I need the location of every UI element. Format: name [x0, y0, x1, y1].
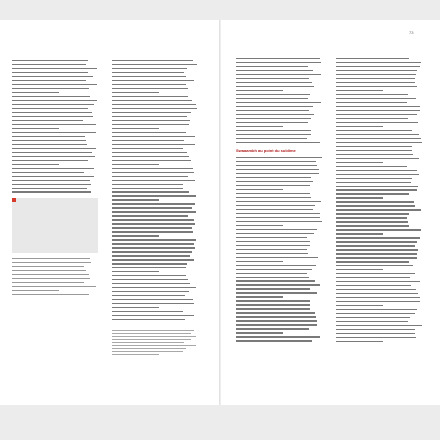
text-line [336, 253, 417, 254]
text-line [112, 211, 196, 212]
text-line [112, 319, 185, 320]
figure-red-mark [12, 198, 16, 202]
text-line [336, 110, 420, 111]
text-line [12, 84, 97, 85]
text-line [12, 176, 94, 177]
text-line [112, 203, 195, 204]
text-line [112, 275, 186, 276]
text-line [112, 156, 189, 157]
text-line [236, 169, 319, 170]
text-line [12, 184, 91, 185]
text-line [336, 277, 410, 278]
text-line [236, 110, 309, 111]
text-line [112, 299, 193, 300]
text-line [236, 142, 320, 143]
text-line [112, 291, 189, 292]
text-line [12, 152, 92, 153]
text-line [236, 300, 310, 301]
text-line [336, 281, 420, 282]
text-line [112, 263, 187, 264]
text-line [112, 144, 195, 145]
text-line [12, 156, 95, 157]
text-line [336, 174, 419, 175]
text-line [336, 249, 418, 250]
right-page-column-2 [336, 58, 422, 345]
text-line [336, 265, 413, 266]
text-line [336, 94, 408, 95]
text-line [336, 309, 417, 310]
text-line [336, 186, 418, 187]
text-line [336, 122, 418, 123]
right-page-column-1 [236, 58, 322, 344]
text-line [112, 307, 159, 308]
text-line [236, 249, 307, 250]
text-line [336, 201, 414, 202]
left-page-column-2 [112, 60, 198, 323]
text-line [12, 290, 59, 291]
text-line [112, 60, 193, 61]
text-line [112, 112, 191, 113]
text-line [236, 90, 283, 91]
text-line [236, 74, 321, 75]
text-line [12, 282, 84, 283]
text-line [336, 285, 411, 286]
text-line [112, 215, 188, 216]
text-line [336, 209, 421, 210]
text-line [236, 296, 283, 297]
text-line [112, 120, 190, 121]
text-line [236, 58, 320, 59]
text-line [12, 72, 88, 73]
text-line [336, 217, 407, 218]
text-line [336, 162, 383, 163]
text-line [112, 279, 188, 280]
text-line [12, 188, 87, 189]
text-line [236, 130, 311, 131]
text-line [236, 253, 308, 254]
text-line [112, 116, 187, 117]
text-line [112, 351, 183, 352]
text-line [112, 64, 197, 65]
text-line [336, 189, 417, 190]
text-line [12, 294, 89, 295]
text-line [236, 177, 311, 178]
text-line [236, 157, 322, 158]
text-line [236, 173, 319, 174]
text-line [12, 180, 90, 181]
text-line [336, 301, 420, 302]
text-line [12, 76, 93, 77]
text-line [236, 221, 322, 222]
text-line [236, 320, 317, 321]
text-line [112, 104, 196, 105]
text-line [236, 245, 310, 246]
text-line [236, 328, 309, 329]
text-line [112, 100, 192, 101]
text-line [112, 219, 194, 220]
text-line [112, 148, 183, 149]
text-line [236, 304, 310, 305]
text-line [336, 130, 412, 131]
text-line [112, 84, 186, 85]
text-line [236, 261, 283, 262]
text-line [12, 112, 92, 113]
text-line [12, 140, 86, 141]
text-line [112, 287, 196, 288]
text-line [336, 114, 417, 115]
text-line [336, 154, 413, 155]
text-line [112, 251, 192, 252]
text-line [112, 339, 191, 340]
text-line [12, 96, 90, 97]
text-line [12, 88, 89, 89]
text-line [12, 132, 96, 133]
text-line [236, 66, 308, 67]
text-line [236, 165, 317, 166]
left-page-column-1 [12, 60, 98, 195]
text-line [336, 170, 417, 171]
text-line [12, 60, 88, 61]
text-line [336, 257, 417, 258]
text-line [112, 227, 192, 228]
text-line [336, 74, 416, 75]
text-line [112, 140, 184, 141]
text-line [336, 118, 408, 119]
text-line [236, 82, 312, 83]
text-line [112, 195, 196, 196]
text-line [112, 92, 159, 93]
text-line [112, 330, 194, 331]
text-line [336, 138, 421, 139]
text-line [112, 188, 183, 189]
text-line [12, 266, 84, 267]
text-line [112, 72, 184, 73]
text-line [112, 184, 183, 185]
text-line [336, 134, 419, 135]
text-line [112, 283, 190, 284]
text-line [12, 68, 97, 69]
text-line [112, 223, 195, 224]
text-line [336, 66, 420, 67]
text-line [112, 207, 192, 208]
text-line [336, 126, 383, 127]
text-line [336, 333, 415, 334]
text-line [236, 161, 316, 162]
text-line [112, 132, 186, 133]
text-line [236, 312, 315, 313]
text-line [336, 229, 421, 230]
text-line [12, 80, 86, 81]
text-line [112, 172, 194, 173]
text-line [112, 315, 194, 316]
text-line [336, 106, 420, 107]
text-line [336, 150, 412, 151]
text-line [236, 332, 283, 333]
text-line [12, 144, 87, 145]
text-line [236, 106, 313, 107]
text-line [112, 271, 159, 272]
text-line [12, 270, 86, 271]
text-line [12, 92, 59, 93]
text-line [236, 122, 308, 123]
section-heading: Swaaambh au point du sublime [236, 147, 296, 153]
text-line [336, 325, 422, 326]
text-line [336, 102, 407, 103]
text-line [236, 217, 320, 218]
text-line [12, 164, 59, 165]
text-line [336, 313, 415, 314]
text-line [336, 289, 416, 290]
text-line [236, 181, 313, 182]
text-line [236, 138, 307, 139]
text-line [236, 205, 315, 206]
text-line [336, 166, 407, 167]
text-line [12, 278, 90, 279]
text-line [236, 324, 317, 325]
text-line [336, 182, 411, 183]
text-line [12, 64, 86, 65]
text-line [336, 82, 415, 83]
text-line [112, 243, 194, 244]
text-line [336, 225, 409, 226]
text-line [236, 201, 321, 202]
text-line [12, 148, 96, 149]
text-line [236, 269, 312, 270]
text-line [336, 197, 383, 198]
text-line [236, 233, 314, 234]
text-line [236, 284, 320, 285]
text-line [112, 235, 159, 236]
text-line [112, 108, 197, 109]
text-line [236, 213, 320, 214]
text-line [336, 221, 408, 222]
page-number: 73 [409, 30, 414, 35]
text-line [236, 102, 321, 103]
text-line [236, 62, 321, 63]
text-line [336, 142, 422, 143]
text-line [112, 354, 159, 355]
text-line [236, 189, 283, 190]
text-line [112, 333, 191, 334]
text-line [236, 70, 313, 71]
text-line [112, 76, 186, 77]
text-line [336, 86, 417, 87]
text-line [112, 336, 196, 337]
text-line [336, 98, 416, 99]
text-line [336, 146, 412, 147]
text-line [112, 231, 193, 232]
text-line [12, 120, 83, 121]
text-line [12, 100, 97, 101]
text-line [236, 257, 318, 258]
text-line [236, 336, 320, 337]
text-line [236, 229, 317, 230]
text-line [12, 258, 90, 259]
text-line [336, 321, 408, 322]
text-line [236, 78, 309, 79]
text-line [336, 158, 419, 159]
text-line [236, 273, 307, 274]
text-line [336, 317, 410, 318]
text-line [112, 348, 186, 349]
text-line [112, 259, 194, 260]
text-line [12, 168, 94, 169]
text-line [12, 136, 85, 137]
text-line [336, 193, 409, 194]
text-line [236, 134, 311, 135]
text-line [236, 209, 313, 210]
figure-image [12, 198, 98, 253]
text-line [336, 213, 409, 214]
text-line [236, 193, 310, 194]
text-line [12, 108, 88, 109]
text-line [336, 269, 383, 270]
text-line [112, 191, 189, 192]
text-line [336, 297, 420, 298]
text-line [336, 305, 383, 306]
text-line [336, 78, 415, 79]
text-line [112, 160, 191, 161]
text-line [12, 160, 88, 161]
text-line [336, 237, 420, 238]
text-line [112, 96, 188, 97]
text-line [336, 90, 383, 91]
text-line [112, 176, 188, 177]
text-line [12, 116, 93, 117]
text-line [236, 280, 315, 281]
text-line [112, 199, 159, 200]
text-line [236, 114, 314, 115]
text-line [12, 274, 89, 275]
text-line [336, 241, 417, 242]
text-line [336, 62, 421, 63]
text-line [112, 303, 194, 304]
text-line [336, 341, 383, 342]
text-line [336, 273, 415, 274]
text-line [336, 233, 383, 234]
text-line [12, 191, 91, 192]
text-line [112, 128, 159, 129]
text-line [336, 261, 409, 262]
text-line [236, 225, 283, 226]
text-line [236, 126, 283, 127]
text-line [336, 205, 415, 206]
text-line [112, 295, 185, 296]
text-line [112, 68, 187, 69]
text-line [336, 178, 412, 179]
text-line [12, 104, 94, 105]
text-line [336, 329, 415, 330]
text-line [236, 185, 310, 186]
text-line [112, 311, 183, 312]
text-line [12, 124, 96, 125]
text-line [336, 245, 415, 246]
text-line [112, 342, 184, 343]
text-line [12, 128, 59, 129]
text-line [336, 58, 409, 59]
text-line [12, 286, 96, 287]
text-line [236, 288, 310, 289]
text-line [236, 241, 310, 242]
text-line [112, 136, 195, 137]
text-line [112, 239, 196, 240]
text-line [112, 88, 188, 89]
text-line [112, 152, 187, 153]
text-line [112, 164, 159, 165]
text-line [112, 80, 194, 81]
text-line [236, 277, 309, 278]
text-line [236, 86, 314, 87]
text-line [236, 316, 316, 317]
text-line [236, 94, 310, 95]
left-page-footnotes [112, 330, 198, 357]
text-line [236, 340, 312, 341]
text-line [236, 118, 311, 119]
text-line [236, 308, 310, 309]
text-line [336, 70, 417, 71]
text-line [112, 255, 190, 256]
text-line [112, 267, 186, 268]
text-line [112, 247, 195, 248]
text-line [12, 172, 84, 173]
text-line [336, 337, 416, 338]
text-line [236, 98, 308, 99]
text-line [336, 293, 418, 294]
text-line [112, 168, 193, 169]
text-line [236, 265, 316, 266]
text-line [112, 180, 195, 181]
text-line [112, 345, 196, 346]
figure-caption [12, 258, 98, 298]
book-gutter [219, 20, 221, 405]
text-line [12, 262, 91, 263]
text-line [112, 124, 189, 125]
text-line [236, 197, 311, 198]
text-line [236, 292, 317, 293]
text-line [236, 237, 307, 238]
